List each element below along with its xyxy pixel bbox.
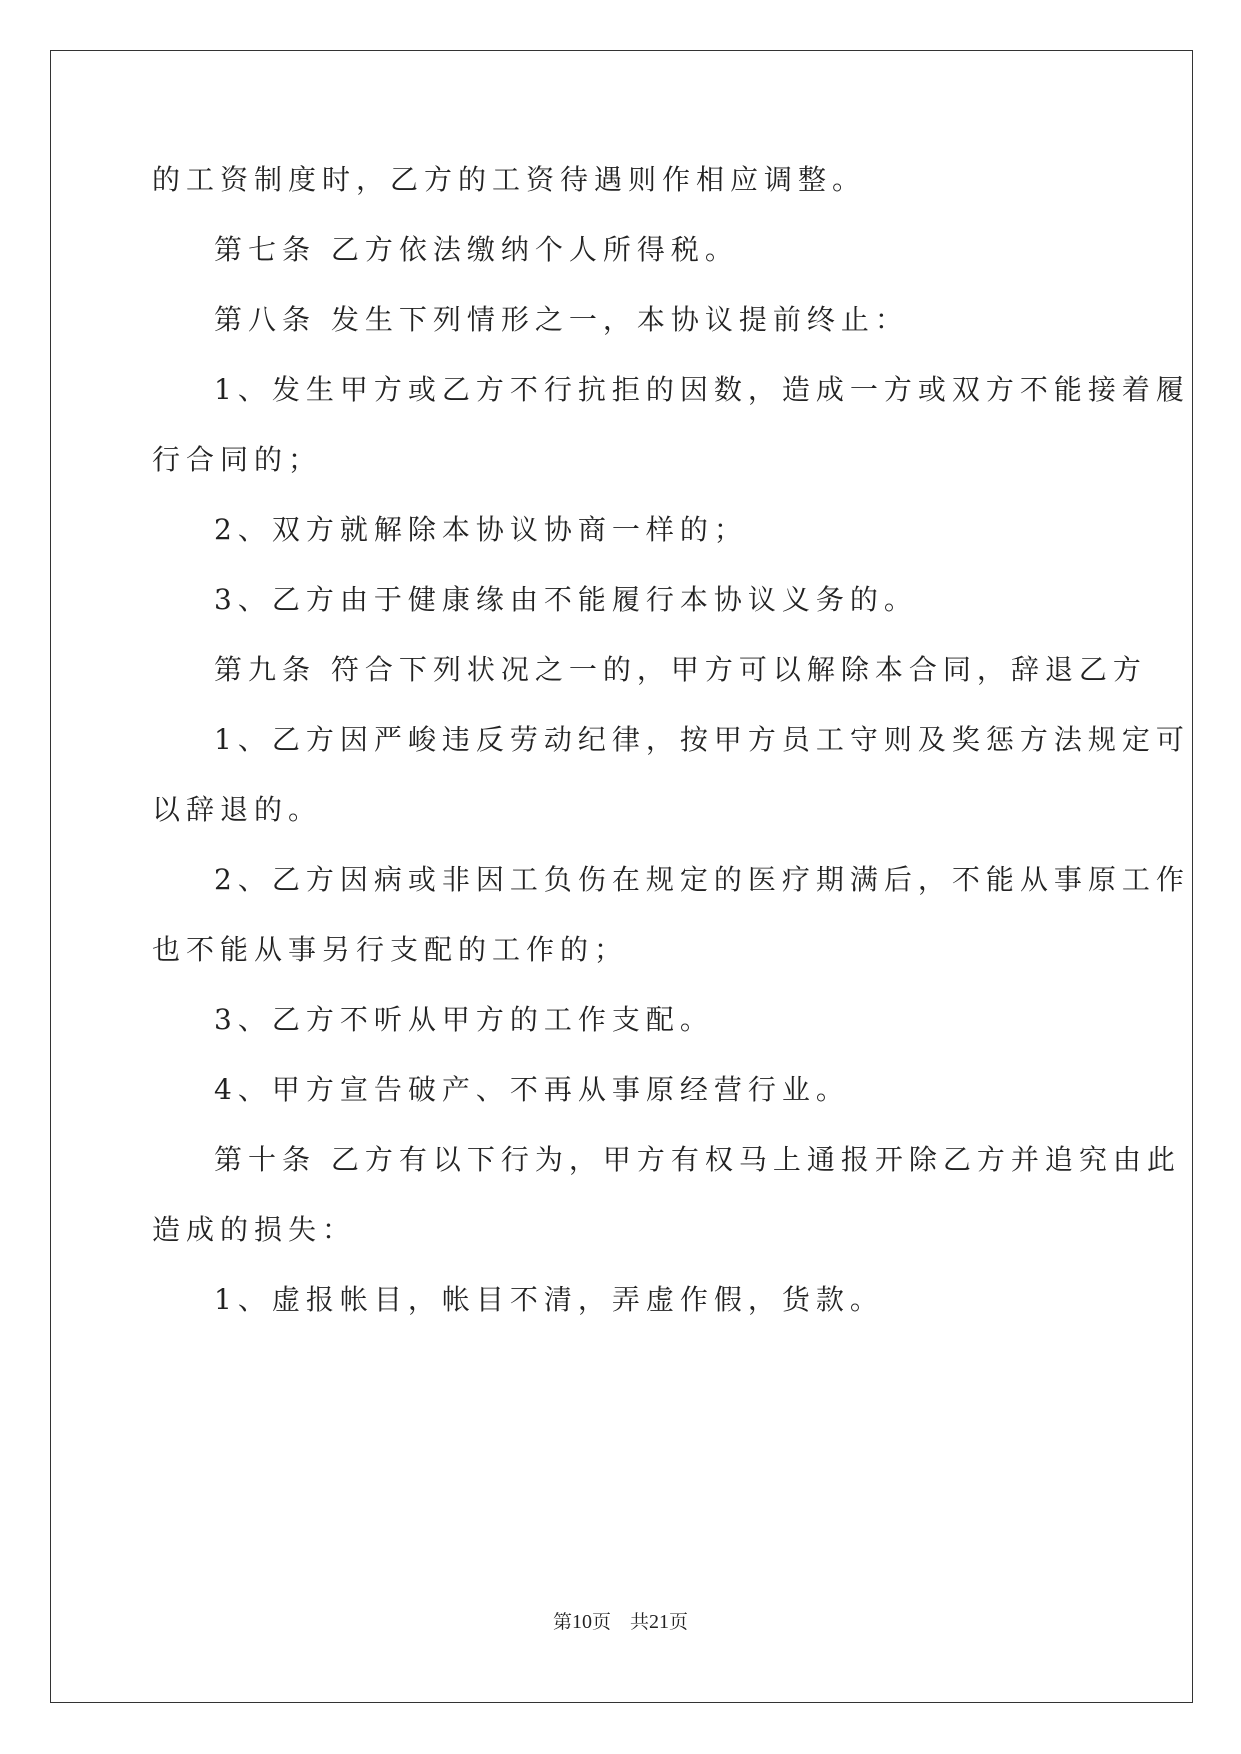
total-pages-number: 21: [649, 1611, 669, 1633]
article-7: 第七条 乙方依法缴纳个人所得税。: [214, 233, 739, 266]
page-suffix: 页: [669, 1611, 689, 1633]
article-8: 第八条 发生下列情形之一，本协议提前终止：: [214, 303, 909, 336]
article-10: 第十条 乙方有以下行为，甲方有权马上通报开除乙方并追究由此: [214, 1143, 1181, 1176]
list-item: 4、甲方宣告破产、不再从事原经营行业。: [214, 1073, 850, 1106]
page-footer: [0, 1610, 1241, 1634]
list-item: 2、乙方因病或非因工负伤在规定的医疗期满后，不能从事原工作: [214, 863, 1190, 896]
text-line: 行合同的；: [152, 443, 323, 476]
text-line: 以辞退的。: [152, 793, 323, 826]
list-item: 3、乙方由于健康缘由不能履行本协议义务的。: [214, 583, 918, 616]
text-line: 也不能从事另行支配的工作的；: [152, 933, 629, 966]
list-item: 3、乙方不听从甲方的工作支配。: [214, 1003, 714, 1036]
list-item: 1、发生甲方或乙方不行抗拒的因数，造成一方或双方不能接着履: [214, 373, 1190, 406]
text-line: 的工资制度时，乙方的工资待遇则作相应调整。: [152, 163, 867, 196]
page-mid: 页 共: [591, 1611, 649, 1633]
list-item: 1、乙方因严峻违反劳动纪律，按甲方员工守则及奖惩方法规定可: [214, 723, 1190, 756]
page-prefix: 第: [552, 1611, 572, 1633]
list-item: 1、虚报帐目，帐目不清，弄虚作假，货款。: [214, 1283, 884, 1316]
current-page-number: 10: [571, 1611, 592, 1633]
text-line: 造成的损失：: [152, 1213, 357, 1246]
list-item: 2、双方就解除本协议协商一样的；: [214, 513, 748, 546]
article-9: 第九条 符合下列状况之一的，甲方可以解除本合同，辞退乙方: [214, 653, 1147, 686]
